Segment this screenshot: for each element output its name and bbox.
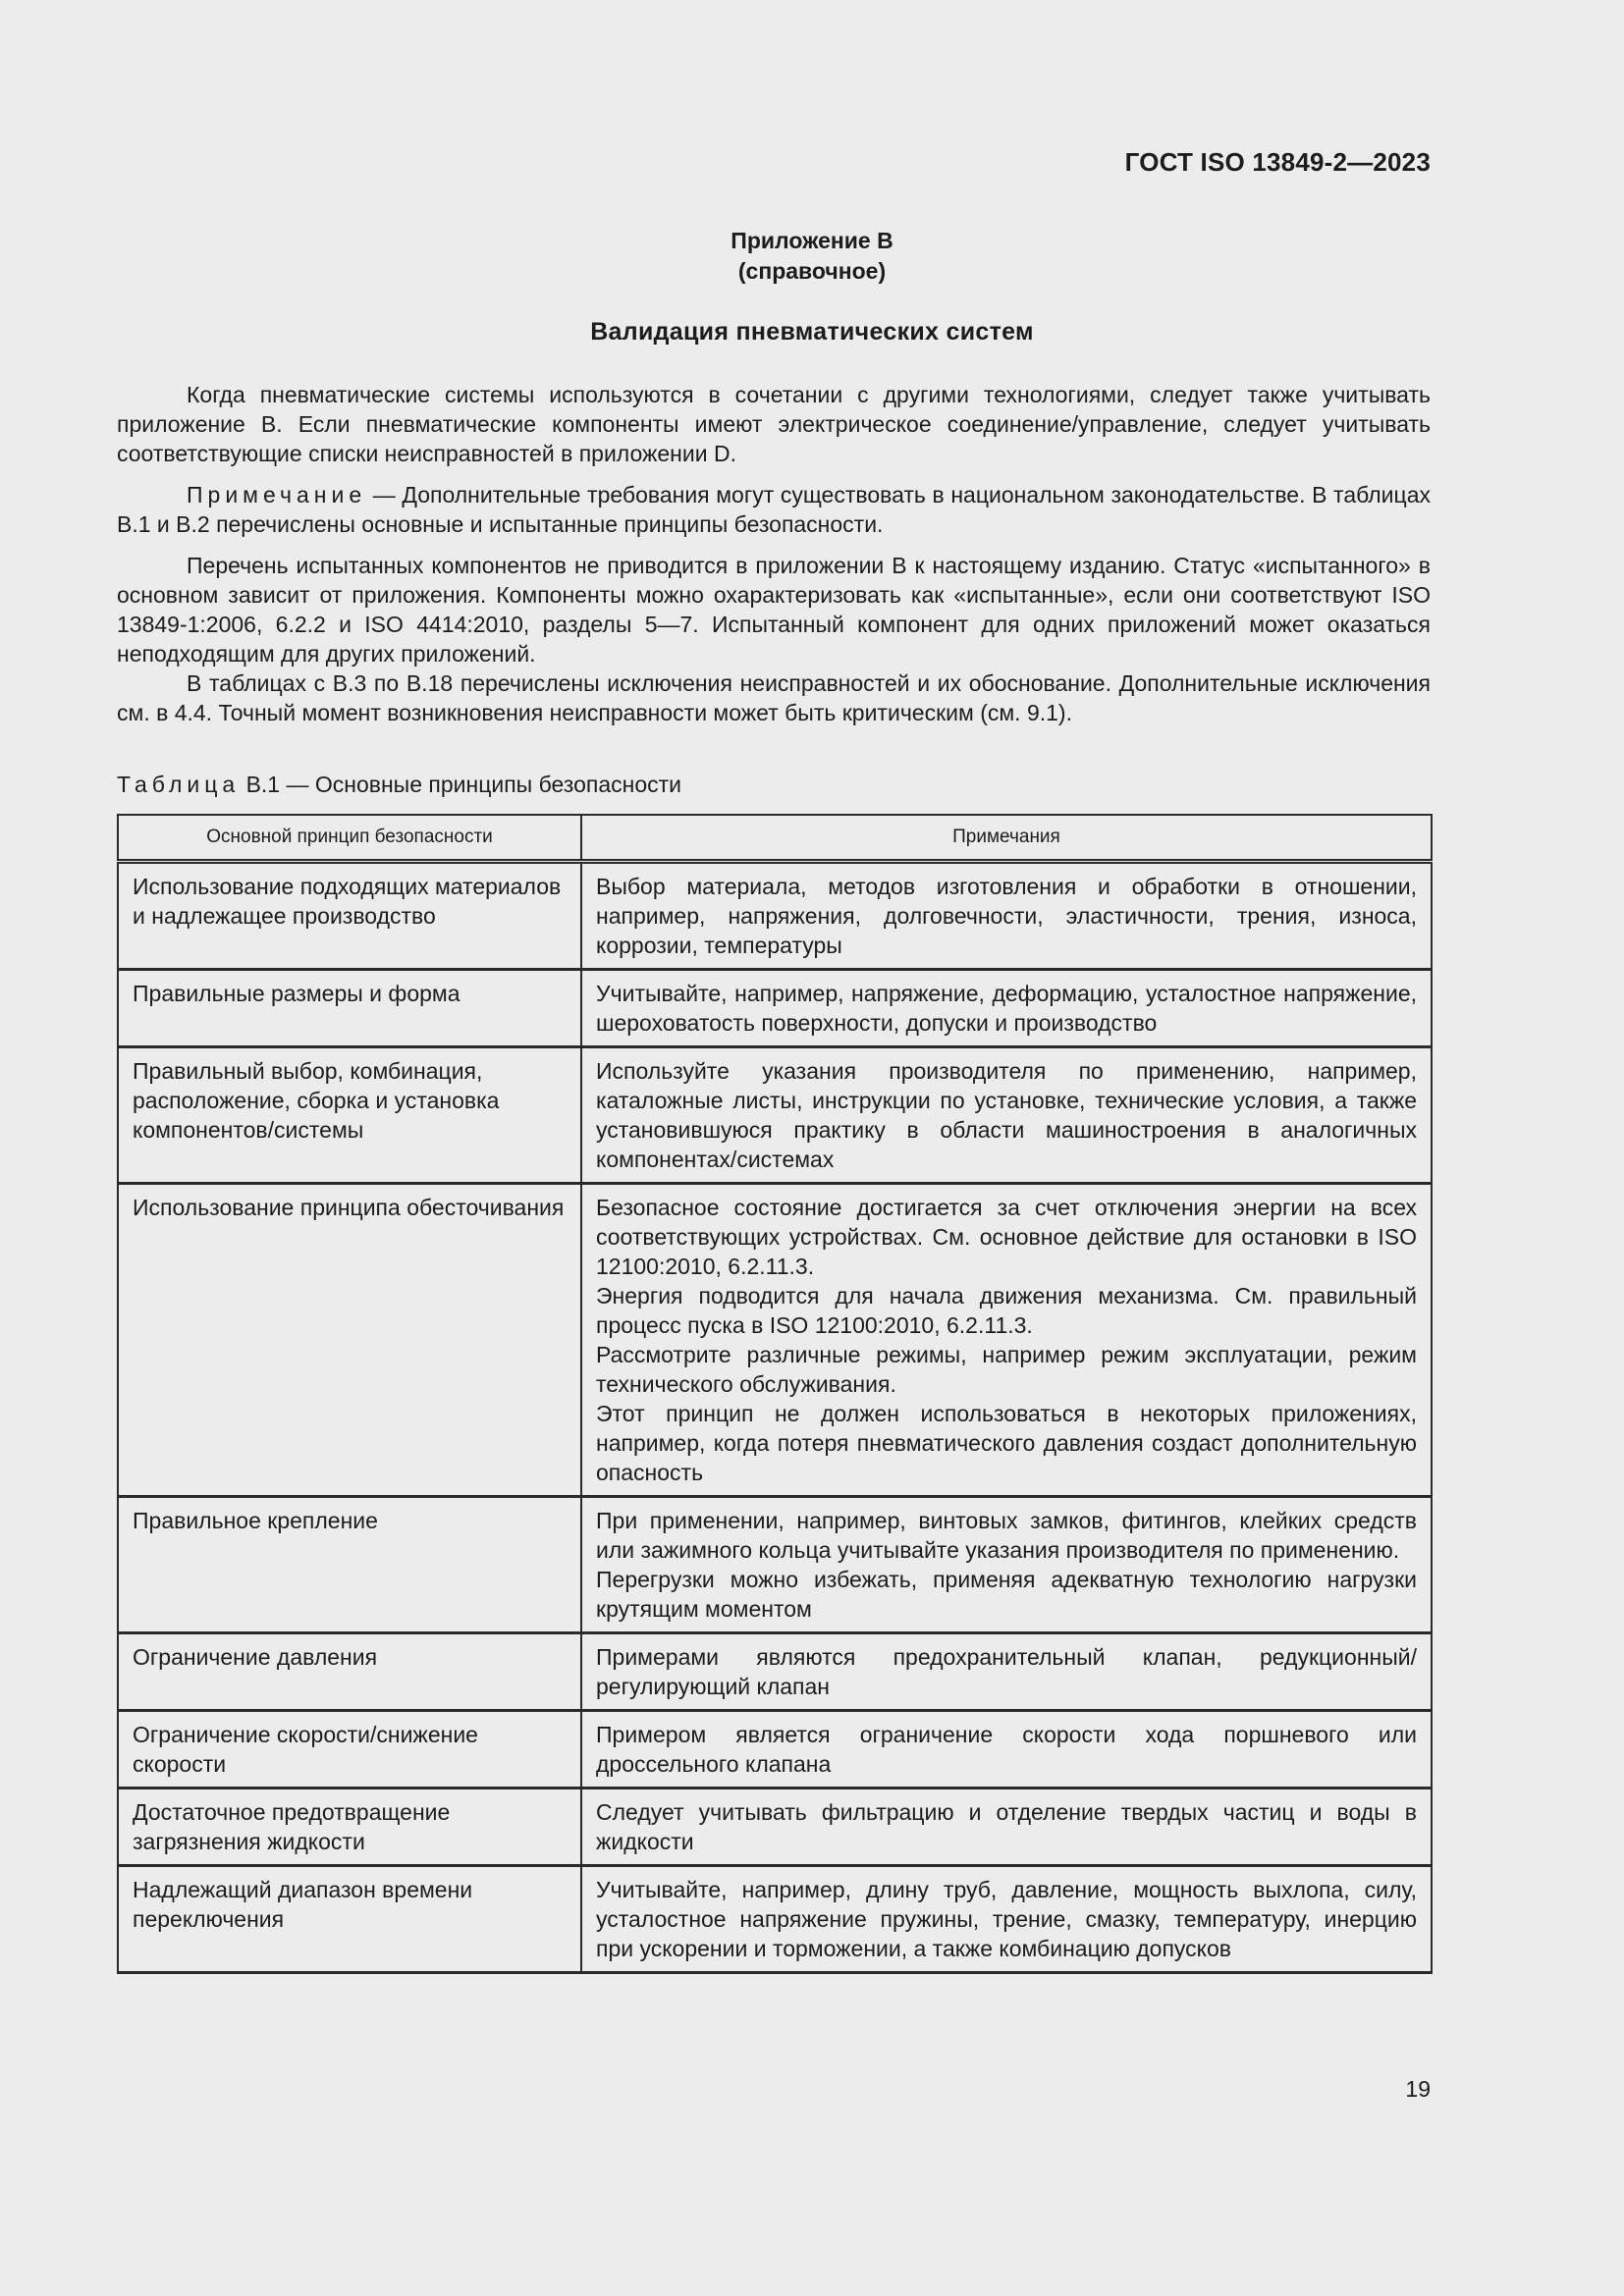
- safety-principles-table: [117, 814, 1433, 1974]
- paragraph-tested-components: Перечень испытанных компонентов не приводится в приложении В к настоящему изданию. Статус «испытанного» в основном зависит от приложения. Компоненты можно охарактеризовать как «испытанные», если они соответствуют ISO 13849-1:2006, 6.2.2 и ISO 4414:2010, разделы 5—7. Испытанный компонент для одних приложений может оказаться неподходящим для других приложений.: [117, 553, 1431, 667]
- notes-cell: [581, 1184, 1432, 1497]
- note-line: Рассмотрите различные режимы, например режим эксплуатации, режим технического обслуживания.: [596, 1342, 1417, 1397]
- notes-cell: [581, 970, 1432, 1047]
- table-row: [118, 1497, 1432, 1633]
- appendix-title: Валидация пневматических систем: [590, 318, 1034, 346]
- note-label: Примечание: [187, 482, 367, 507]
- notes-cell: [581, 1866, 1432, 1973]
- note-line: Учитывайте, например, напряжение, деформацию, усталостное напряжение, шероховатость поверхности, допуски и производство: [596, 981, 1417, 1036]
- standard-code: ГОСТ ISO 13849-2—2023: [1124, 147, 1431, 177]
- notes-cell: [581, 1047, 1432, 1184]
- body-text: [117, 380, 1431, 727]
- principle-cell: Достаточное предотвращение загрязнения жидкости: [118, 1789, 581, 1866]
- notes-cell: [581, 1789, 1432, 1866]
- notes-cell: [581, 1711, 1432, 1789]
- paragraph-fault-exclusions: В таблицах с В.3 по В.18 перечислены исключения неисправностей и их обоснование. Дополнительные исключения см. в 4.4. Точный момент возникновения неисправности может быть критическим (см. 9.1).: [117, 670, 1431, 725]
- table-caption: [117, 772, 681, 798]
- table-row: [118, 1184, 1432, 1497]
- note-line: Выбор материала, методов изготовления и обработки в отношении, например, напряжения, долговечности, эластичности, трения, износа, коррозии, температуры: [596, 874, 1417, 958]
- appendix-heading: [0, 226, 1624, 287]
- table-header-row: [118, 815, 1432, 862]
- table-caption-label: Таблица: [117, 772, 241, 797]
- table-body: [118, 862, 1432, 1973]
- note-text: — Дополнительные требования могут существовать в национальном законодательстве. В таблицах В.1 и В.2 перечислены основные и испытанные принципы безопасности.: [117, 482, 1431, 537]
- column-header-principle: Основной принцип безопасности: [118, 815, 581, 862]
- note-line: Следует учитывать фильтрацию и отделение твердых частиц и воды в жидкости: [596, 1799, 1417, 1854]
- principle-cell: Ограничение скорости/снижение скорости: [118, 1711, 581, 1789]
- note-line: Примером является ограничение скорости хода поршневого или дроссельного клапана: [596, 1722, 1417, 1777]
- note-line: Безопасное состояние достигается за счет отключения энергии на всех соответствующих устройствах. См. основное действие для остановки в ISO 12100:2010, 6.2.11.3.: [596, 1195, 1417, 1279]
- principle-cell: Правильный выбор, комбинация, расположение, сборка и установка компонентов/системы: [118, 1047, 581, 1184]
- paragraph-intro: Когда пневматические системы используются в сочетании с другими технологиями, следует также учитывать приложение В. Если пневматические компоненты имеют электрическое соединение/управление, следует учитывать соответствующие списки неисправностей в приложении D.: [117, 382, 1431, 466]
- note-paragraph: [117, 480, 1431, 539]
- table-row: [118, 970, 1432, 1047]
- page-number: 19: [1405, 2076, 1431, 2102]
- table-row: [118, 1633, 1432, 1711]
- appendix-status: (справочное): [737, 258, 887, 284]
- table-row: [118, 862, 1432, 970]
- principle-cell: Надлежащий диапазон времени переключения: [118, 1866, 581, 1973]
- principle-cell: Использование подходящих материалов и надлежащее производство: [118, 862, 581, 970]
- table-row: [118, 1866, 1432, 1973]
- note-line: Этот принцип не должен использоваться в некоторых приложениях, например, когда потеря пневматического давления создаст дополнительную опасность: [596, 1401, 1417, 1485]
- principle-cell: Правильные размеры и форма: [118, 970, 581, 1047]
- notes-cell: [581, 1497, 1432, 1633]
- notes-cell: [581, 862, 1432, 970]
- note-line: Используйте указания производителя по применению, например, каталожные листы, инструкции по установке, технические условия, а также установившуюся практику в области машиностроения в аналогичных компонентах/системах: [596, 1058, 1417, 1172]
- table-row: [118, 1789, 1432, 1866]
- table-row: [118, 1047, 1432, 1184]
- appendix-label: Приложение В: [731, 228, 893, 253]
- note-line: Перегрузки можно избежать, применяя адекватную технологию нагрузки крутящим моментом: [596, 1567, 1417, 1622]
- note-line: Учитывайте, например, длину труб, давление, мощность выхлопа, силу, усталостное напряжение пружины, трение, смазку, температуру, инерцию при ускорении и торможении, а также комбинацию допусков: [596, 1877, 1417, 1961]
- principle-cell: Использование принципа обесточивания: [118, 1184, 581, 1497]
- note-line: Примерами являются предохранительный клапан, редукционный/регулирующий клапан: [596, 1644, 1417, 1699]
- principle-cell: Правильное крепление: [118, 1497, 581, 1633]
- safety-principles-table-wrap: [117, 814, 1431, 1974]
- notes-cell: [581, 1633, 1432, 1711]
- column-header-notes: Примечания: [581, 815, 1432, 862]
- table-row: [118, 1711, 1432, 1789]
- note-line: Энергия подводится для начала движения механизма. См. правильный процесс пуска в ISO 12100:2010, 6.2.11.3.: [596, 1283, 1417, 1338]
- table-caption-text: В.1 — Основные принципы безопасности: [240, 772, 681, 797]
- note-line: При применении, например, винтовых замков, фитингов, клейких средств или зажимного кольца учитывайте указания производителя по применению.: [596, 1508, 1417, 1563]
- principle-cell: Ограничение давления: [118, 1633, 581, 1711]
